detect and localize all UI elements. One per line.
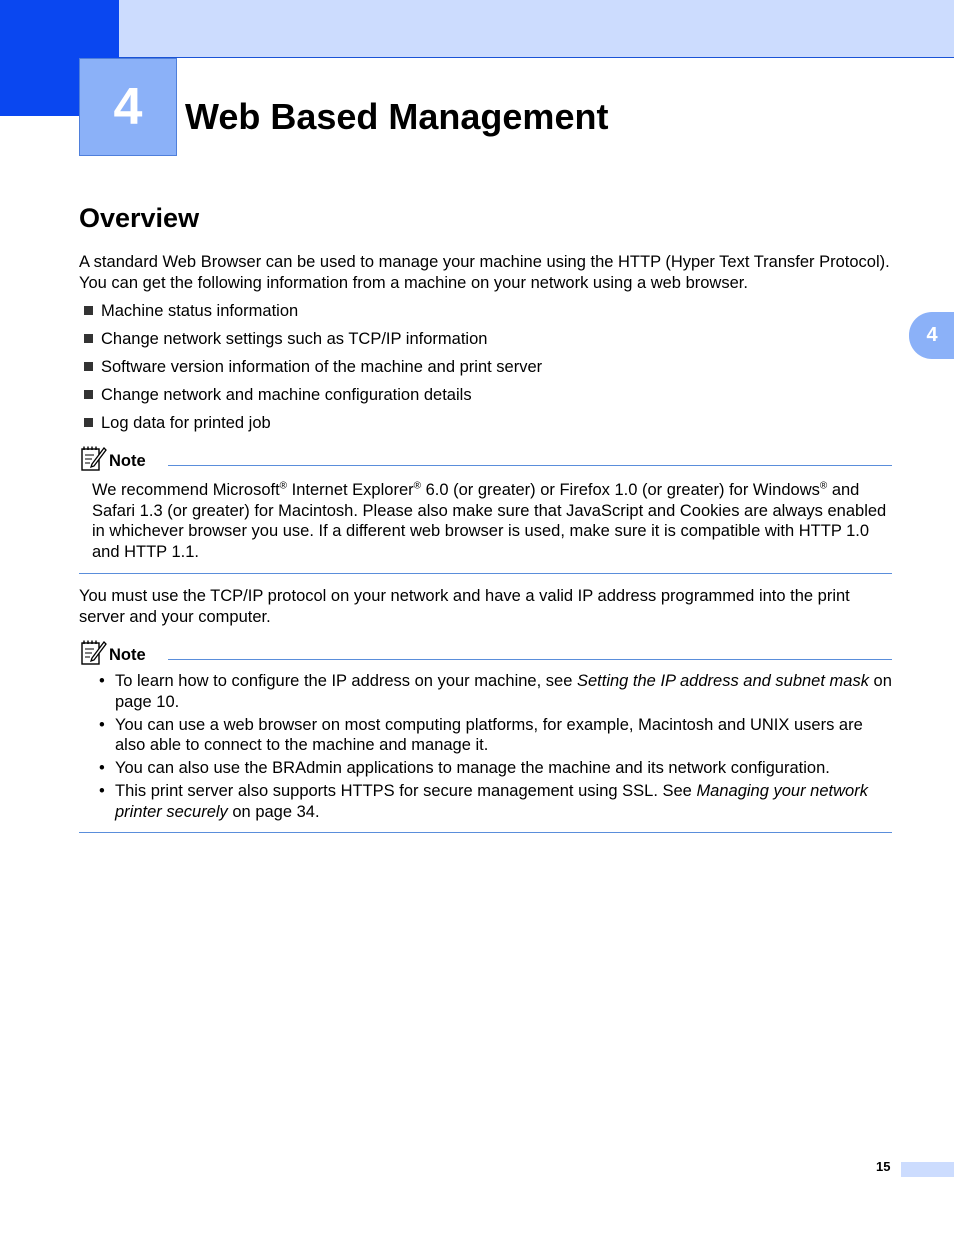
list-item: • To learn how to configure the IP address on your machine, see Setting the IP address and subnet mask on page 10. (99, 672, 892, 711)
note-header-rule (168, 659, 892, 660)
list-item-text: Log data for printed job (101, 414, 271, 432)
note-header (80, 446, 146, 472)
cross-reference-link[interactable]: Managing your network printer securely (115, 782, 868, 822)
list-item-text: Change network settings such as TCP/IP information (101, 330, 488, 348)
tcpip-paragraph: You must use the TCP/IP protocol on your network and have a valid IP address programmed into the print server and your computer. (79, 587, 850, 626)
bullet-icon: • (99, 672, 105, 690)
square-bullet-icon (84, 418, 93, 427)
note-header (80, 640, 146, 666)
list-item-text: Machine status information (101, 302, 299, 320)
side-chapter-tab (909, 312, 954, 359)
note-text: We recommend Microsoft® Internet Explorer® 6.0 (or greater) or Firefox 1.0 (or greater) for Windows® and Safari 1.3 (or greater) for Macintosh. Please also make sure that JavaScript and Cookies are always enabled in whichever browser you use. If a different web browser is used, make sure it is compatible with HTTP 1.0 and HTTP 1.1. (92, 480, 887, 561)
cross-reference-link[interactable]: Setting the IP address and subnet mask (576, 672, 869, 690)
note-pencil-icon (80, 446, 107, 472)
note-footer-rule (79, 573, 892, 574)
square-bullet-icon (84, 362, 93, 371)
square-bullet-icon (84, 390, 93, 399)
side-tab-number: 4 (926, 324, 938, 346)
note-label: Note (109, 645, 146, 664)
list-item-text: Change network and machine configuration details (101, 386, 472, 404)
page-number: 15 (876, 1159, 891, 1174)
chapter-number: 4 (113, 78, 143, 136)
section-heading: Overview (79, 203, 200, 233)
list-item: • You can use a web browser on most computing platforms, for example, Macintosh and UNIX users are also able to connect to the machine and manage it. (99, 715, 863, 755)
note-header-rule (168, 465, 892, 466)
note-pencil-icon (80, 640, 107, 666)
note-label: Note (109, 451, 146, 470)
list-item (84, 412, 542, 440)
feature-list (84, 300, 542, 440)
page-number-tab (901, 1162, 954, 1177)
bullet-icon: • (99, 782, 105, 801)
square-bullet-icon (84, 334, 93, 343)
chapter-title: Web Based Management (185, 96, 609, 137)
list-item: • This print server also supports HTTPS for secure management using SSL. See Managing your network printer securely on page 34. (99, 782, 868, 822)
header-band (0, 0, 954, 58)
list-item (84, 300, 542, 328)
list-item-text: Software version information of the machine and print server (101, 358, 543, 376)
note-footer-rule (79, 832, 892, 833)
note-bullet-list (97, 671, 892, 825)
chapter-number-box (79, 58, 177, 156)
bullet-icon: • (99, 715, 105, 734)
list-item (84, 384, 542, 412)
intro-paragraph: A standard Web Browser can be used to manage your machine using the HTTP (Hyper Text Transfer Protocol). You can get the following information from a machine on your network using a web browser. (79, 253, 890, 292)
square-bullet-icon (84, 306, 93, 315)
bullet-icon: • (99, 759, 105, 778)
list-item: • You can also use the BRAdmin applications to manage the machine and its network configuration. (99, 759, 830, 778)
list-item (84, 328, 542, 356)
list-item (84, 356, 542, 384)
